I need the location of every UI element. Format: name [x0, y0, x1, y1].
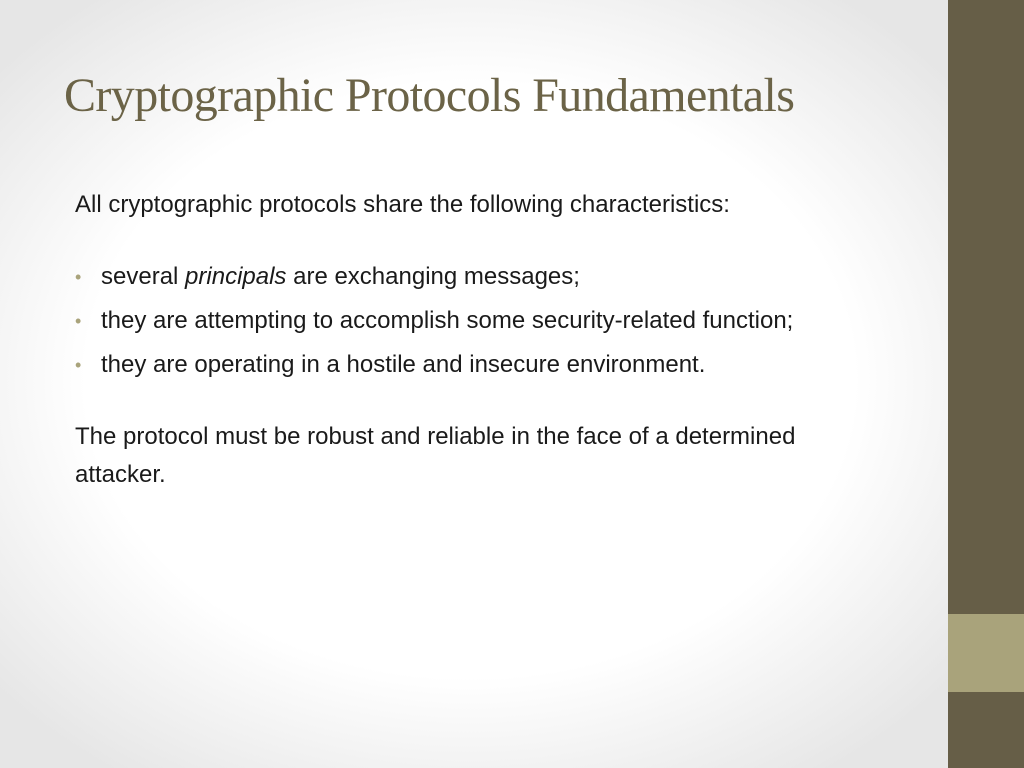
bullet-dot-icon: •	[75, 311, 82, 331]
bullet-dot-icon: •	[75, 355, 82, 375]
bullet-text: they are attempting to accomplish some security-related function;	[101, 307, 794, 334]
bullet-text: they are operating in a hostile and insecure environment.	[101, 351, 706, 378]
bullet-text-prefix: several	[101, 263, 186, 290]
bullet-item-principals	[75, 258, 875, 296]
side-decoration-accent-block	[948, 614, 1024, 692]
slide-body	[75, 186, 875, 494]
slide-title: Cryptographic Protocols Fundamentals	[64, 69, 795, 122]
bullet-text-suffix: are exchanging messages;	[286, 263, 580, 290]
bullet-dot-icon: •	[75, 267, 82, 287]
intro-text: All cryptographic protocols share the following characteristics:	[75, 191, 730, 218]
conclusion-text: The protocol must be robust and reliable in the face of a determined attacker.	[75, 423, 796, 488]
bullet-item-hostile-environment	[75, 346, 875, 384]
bullet-list	[75, 258, 875, 384]
bullet-text-emphasis: principals	[185, 263, 287, 290]
bullet-item-security-function	[75, 302, 875, 340]
